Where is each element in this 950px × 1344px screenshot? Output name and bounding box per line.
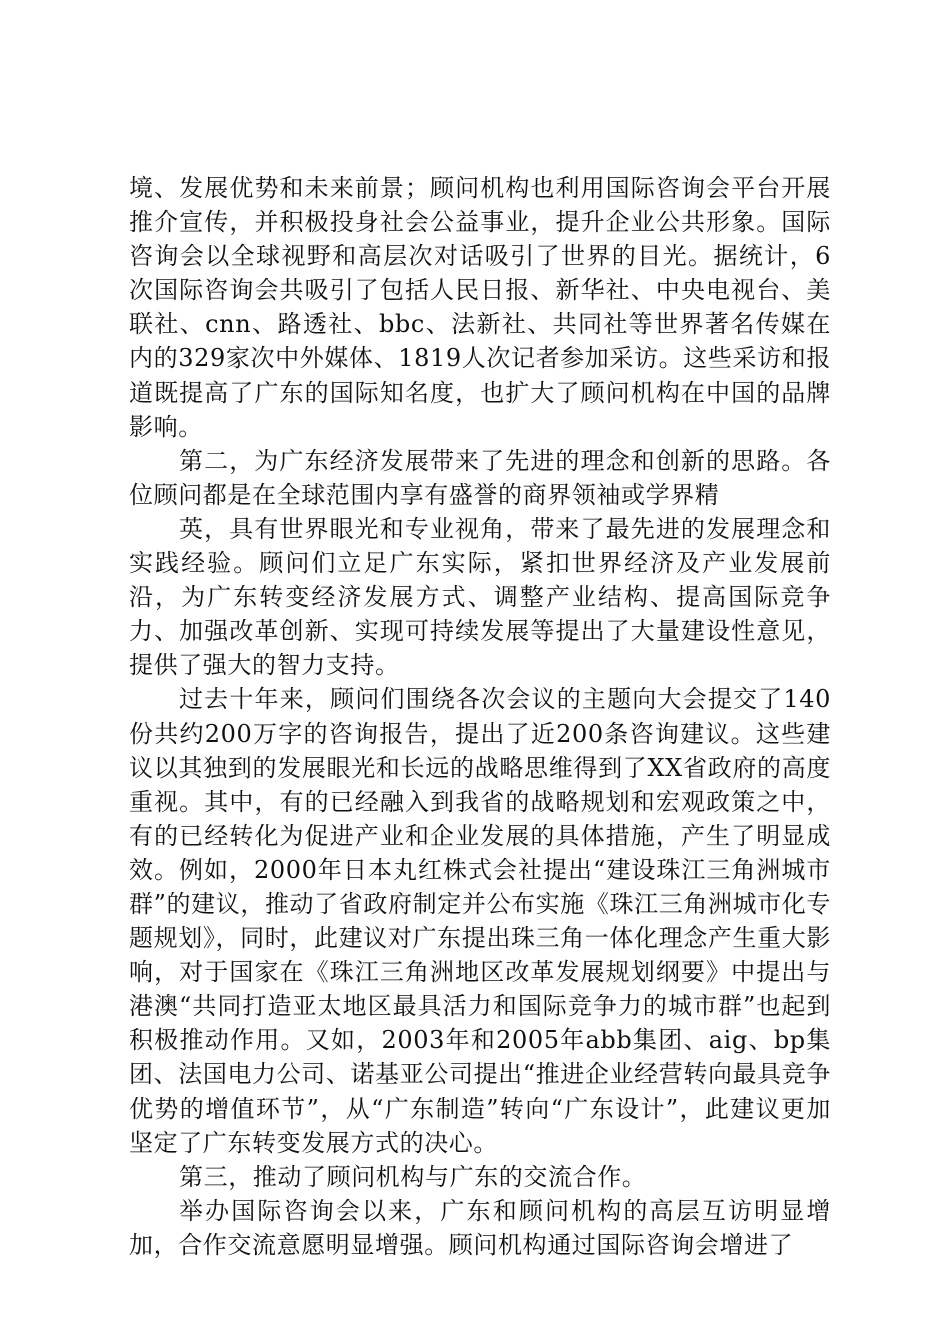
paragraph-3: 英，具有世界眼光和专业视角，带来了最先进的发展理念和实践经验。顾问们立足广东实际，紧扣世界经济及产业发展前沿，为广东转变经济发展方式、调整产业结构、提高国际竞争力、加强改革创新、实现可持续发展等提出了大量建设性意见，提供了强大的智力支持。 — [129, 514, 831, 680]
document-body — [129, 171, 831, 1262]
paragraph-4: 过去十年来，顾问们围绕各次会议的主题向大会提交了140份共约200万字的咨询报告，提出了近200条咨询建议。这些建议以其独到的发展眼光和长远的战略思维得到了XX省政府的高度重视。其中，有的已经融入到我省的战略规划和宏观政策之中，有的已经转化为促进产业和企业发展的具体措施，产生了明显成效。例如，2000年日本丸红株式会社提出“建设珠江三角洲城市群”的建议，推动了省政府制定并公布实施《珠江三角洲城市化专题规划》，同时，此建议对广东提出珠三角一体化理念产生重大影响，对于国家在《珠江三角洲地区改革发展规划纲要》中提出与港澳“共同打造亚太地区最具活力和国际竞争力的城市群”也起到积极推动作用。又如，2003年和2005年abb集团、aig、bp集团、法国电力公司、诺基亚公司提出“推进企业经营转向最具竞争优势的增值环节”，从“广东制造”转向“广东设计”，此建议更加坚定了广东转变发展方式的决心。 — [129, 685, 831, 1157]
paragraph-6: 举办国际咨询会以来，广东和顾问机构的高层互访明显增加，合作交流意愿明显增强。顾问机构通过国际咨询会增进了 — [129, 1196, 831, 1259]
paragraph-5: 第三，推动了顾问机构与广东的交流合作。 — [179, 1162, 647, 1191]
paragraph-2: 第二，为广东经济发展带来了先进的理念和创新的思路。各位顾问都是在全球范围内享有盛誉的商界领袖或学界精 — [129, 446, 831, 509]
paragraph-1: 境、发展优势和未来前景；顾问机构也利用国际咨询会平台开展推介宣传，并积极投身社会公益事业，提升企业公共形象。国际咨询会以全球视野和高层次对话吸引了世界的目光。据统计，6次国际咨询会共吸引了包括人民日报、新华社、中央电视台、美联社、cnn、路透社、bbc、法新社、共同社等世界著名传媒在内的329家次中外媒体、1819人次记者参加采访。这些采访和报道既提高了广东的国际知名度，也扩大了顾问机构在中国的品牌影响。 — [129, 174, 831, 441]
